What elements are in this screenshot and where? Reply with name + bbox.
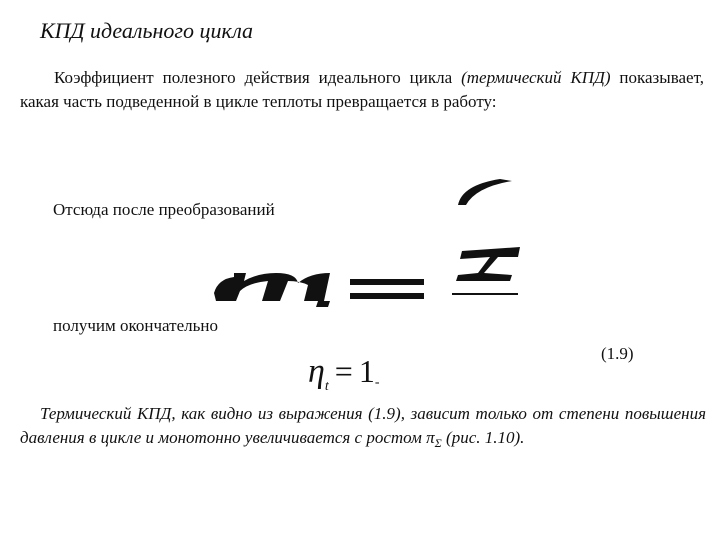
formula-arc-glyph [458, 179, 512, 205]
conclusion-paragraph [20, 402, 706, 451]
formula-equals-top [350, 279, 424, 285]
formula-subscript-glyph [316, 301, 330, 307]
formula-eta-glyph [214, 273, 330, 301]
after-transform-label: Отсюда после преобразований [53, 200, 275, 219]
conclusion-symbol: π [426, 428, 435, 447]
partial-formula-glyphs [200, 165, 530, 325]
equation-eta: η [308, 353, 325, 390]
equation-subscript: t [324, 379, 329, 394]
intro-text-italic: (термический КПД) [461, 68, 611, 87]
equation-trail: - [374, 375, 380, 390]
conclusion-text: Термический КПД, как видно из выражения (1.9), зависит только от степени повышения давления в цикле и монотонно увеличивается с ростом [20, 404, 706, 447]
final-label: получим окончательно [53, 316, 218, 335]
formula-t-glyph [456, 247, 520, 281]
equation-one: 1 [358, 353, 375, 389]
conclusion-symbol-subscript: Σ [434, 436, 442, 450]
efficiency-equation [308, 352, 379, 396]
intro-text-a: Коэффициент полезного действия идеального цикла [54, 68, 462, 87]
intro-paragraph [20, 66, 704, 114]
equation-number: (1.9) [601, 344, 634, 363]
conclusion-tail: (рис. 1.10). [441, 428, 525, 447]
equation-equals: = [334, 353, 353, 389]
intro-text-b: показывает, какая часть подведенной в цикле теплоты превращается в работу: [20, 68, 704, 111]
page-title: КПД идеального цикла [40, 18, 254, 43]
formula-equals-bottom [350, 293, 424, 299]
formula-fraction-bar [452, 293, 518, 295]
